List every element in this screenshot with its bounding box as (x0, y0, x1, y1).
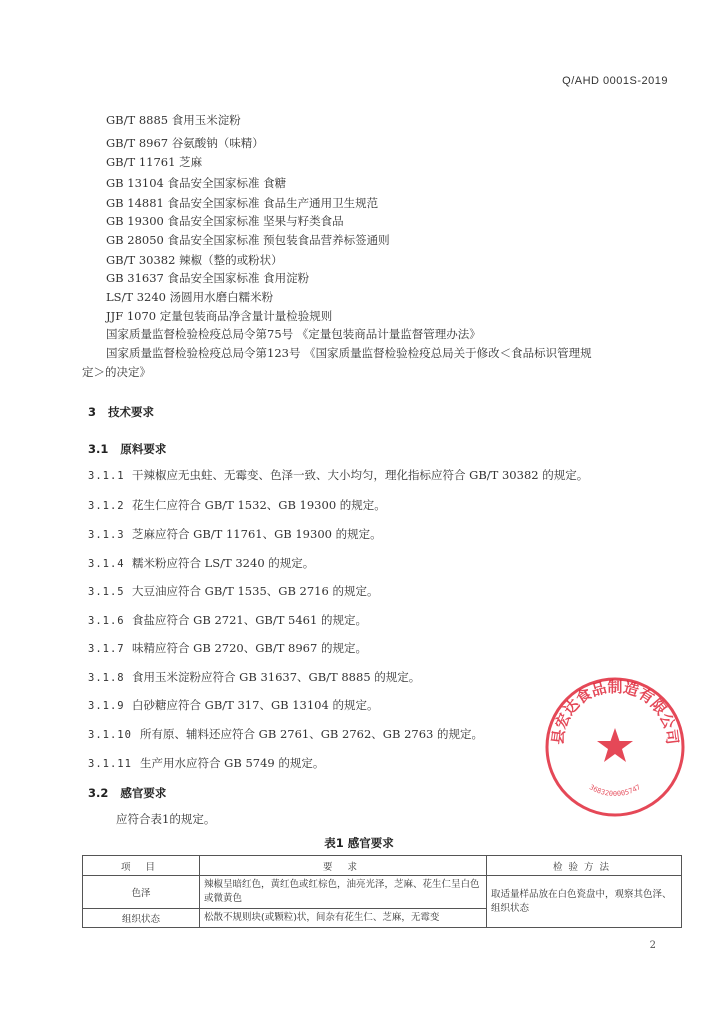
clause-text: 大豆油应符合 GB/T 1535、GB 2716 的规定。 (132, 584, 379, 598)
clause (88, 726, 483, 742)
seal-code-path: 3683200005747 (587, 783, 643, 799)
clause-number: 3.1.3 (88, 529, 125, 541)
ref-line: 国家质量监督检验检疫总局令第123号 《国家质量监督检验检疫总局关于修改＜食品标识管理规 (106, 346, 592, 360)
table-caption: 表1 感官要求 (324, 836, 394, 850)
section-3-1-heading (88, 441, 166, 457)
ref-line: GB 13104 食品安全国家标准 食糖 (106, 176, 287, 190)
section-3-heading (88, 404, 154, 420)
column-header: 项 目 (83, 856, 200, 876)
clause (88, 697, 378, 713)
clause-text: 生产用水应符合 GB 5749 的规定。 (140, 756, 325, 770)
ref-line: GB 14881 食品安全国家标准 食品生产通用卫生规范 (106, 196, 379, 210)
clause-text: 糯米粉应符合 LS/T 3240 的规定。 (132, 556, 315, 570)
clause-text: 所有原、辅料还应符合 GB 2761、GB 2762、GB 2763 的规定。 (140, 727, 483, 741)
table-cell-item: 色泽 (83, 876, 200, 909)
section-3-2-heading (88, 785, 166, 801)
clause-number: 3.1.6 (88, 615, 125, 627)
clause-number: 3.1.9 (88, 700, 125, 712)
table-cell-item: 组织状态 (83, 909, 200, 928)
clause (88, 669, 420, 685)
table-cell-requirement: 松散不规则块(或颗粒)状，间杂有花生仁、芝麻，无霉变 (200, 909, 487, 928)
table-cell-requirement: 辣椒呈暗红色，黄红色或红棕色，油亮光泽，芝麻、花生仁呈白色或微黄色 (200, 876, 487, 909)
clause (88, 526, 382, 542)
section-number: 3.1 (88, 442, 109, 456)
ref-line: GB 31637 食品安全国家标准 食用淀粉 (106, 271, 310, 285)
section-title: 原料要求 (120, 442, 167, 456)
sensory-requirements-table (82, 855, 682, 928)
clause-text: 白砂糖应符合 GB/T 317、GB 13104 的规定。 (132, 698, 379, 712)
seal-name-path: 县宏达食品制造有限公司 (548, 677, 682, 746)
document-id: Q/AHD 0001S-2019 (562, 75, 668, 87)
clause-number: 3.1.5 (88, 586, 125, 598)
ref-line: 国家质量监督检验检疫总局令第75号 《定量包装商品计量监督管理办法》 (106, 327, 481, 341)
clause-number: 3.1.2 (88, 500, 125, 512)
clause (88, 583, 378, 599)
clause-text: 芝麻应符合 GB/T 11761、GB 19300 的规定。 (132, 527, 382, 541)
table-row (83, 876, 682, 909)
clause-text: 食用玉米淀粉应符合 GB 31637、GB/T 8885 的规定。 (132, 670, 421, 684)
ref-line: GB/T 11761 芝麻 (106, 155, 203, 169)
ref-line: LS/T 3240 汤圆用水磨白糯米粉 (106, 290, 274, 304)
ref-line: GB/T 8967 谷氨酸钠（味精） (106, 136, 264, 150)
clause-text: 食盐应符合 GB 2721、GB/T 5461 的规定。 (132, 613, 367, 627)
clause (88, 640, 367, 656)
section-title: 技术要求 (108, 405, 155, 419)
clause (88, 755, 324, 771)
ref-line: GB 19300 食品安全国家标准 坚果与籽类食品 (106, 214, 344, 228)
clause-text: 干辣椒应无虫蛀、无霉变、色泽一致、大小均匀，理化指标应符合 GB/T 30382 的规定。 (132, 468, 589, 482)
ref-line-continued: 定＞的决定》 (82, 365, 151, 379)
section-3-2-body: 应符合表1的规定。 (116, 812, 216, 826)
clause-text: 味精应符合 GB 2720、GB/T 8967 的规定。 (132, 641, 367, 655)
table-cell-method: 取适量样品放在白色瓷盘中，观察其色泽、组织状态 (487, 876, 682, 928)
section-title: 感官要求 (120, 786, 167, 800)
clause (88, 555, 314, 571)
clause-number: 3.1.4 (88, 558, 125, 570)
clause (88, 497, 386, 513)
clause-number: 3.1.11 (88, 758, 132, 770)
seal-star-icon (597, 728, 633, 762)
clause-number: 3.1.1 (88, 470, 125, 482)
seal-code (588, 783, 642, 798)
table-header-row (83, 856, 682, 876)
clause-number: 3.1.8 (88, 672, 125, 684)
company-seal-stamp (540, 672, 690, 822)
clause-text: 花生仁应符合 GB/T 1532、GB 19300 的规定。 (132, 498, 386, 512)
clause-number: 3.1.7 (88, 643, 125, 655)
ref-line: GB/T 8885 食用玉米淀粉 (106, 113, 241, 127)
page-number: 2 (649, 940, 656, 951)
ref-line: GB 28050 食品安全国家标准 预包装食品营养标签通则 (106, 233, 390, 247)
ref-line: JJF 1070 定量包装商品净含量计量检验规则 (106, 309, 333, 323)
column-header: 要 求 (200, 856, 487, 876)
section-number: 3 (88, 405, 97, 419)
section-number: 3.2 (88, 786, 109, 800)
clause-number: 3.1.10 (88, 729, 132, 741)
clause (88, 467, 588, 483)
column-header: 检验方法 (487, 856, 682, 876)
ref-line: GB/T 30382 辣椒（整的或粉状） (106, 253, 283, 267)
clause (88, 612, 367, 628)
